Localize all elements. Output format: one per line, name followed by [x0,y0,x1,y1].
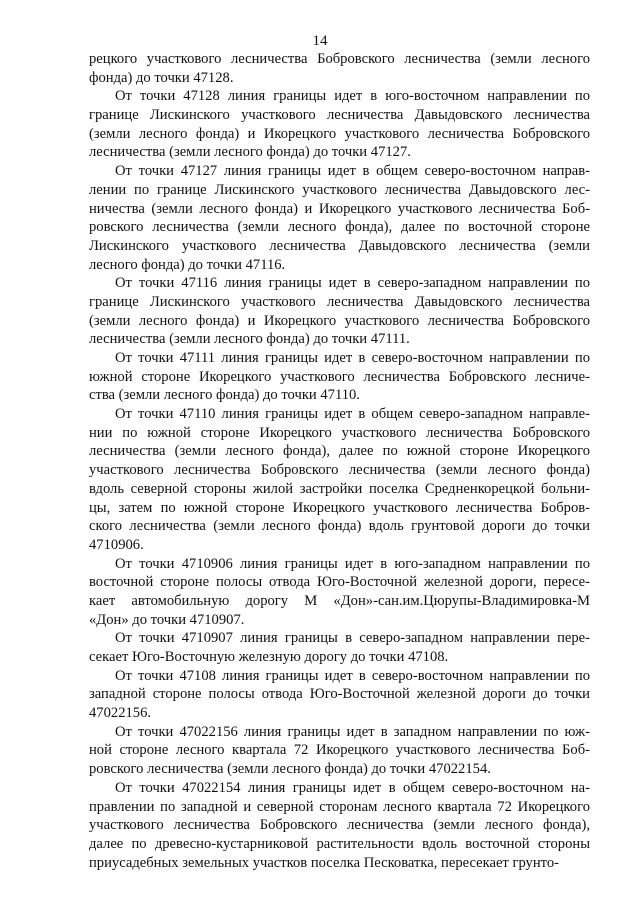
text-line: восточной стороне полосы отвода Юго-Восточной железной дороги, пересе- [89,574,590,591]
text-line: лесничества (земли лесного фонда), далее по южной стороне Икорецкого [89,443,590,460]
text-line: От точки 4710907 линия границы в северо-западном направлении пере- [115,630,590,647]
text-line: ского лесничества (земли лесного фонда) вдоль грунтовой дороги до точки [89,518,590,535]
text-line: «Дон» до точки 4710907. [89,611,245,628]
paragraph [89,723,590,779]
text-line: приусадебных земельных участков поселка Песковатка, пересекает грунто- [89,854,559,871]
text-line: ной стороне лесного квартала 72 Икорецкого участкового лесничества Боб- [89,742,590,759]
text-line: От точки 47022154 линия границы идет в общем северо-восточном на- [115,779,590,796]
paragraph [89,779,590,872]
text-line: ровского лесничества (земли лесного фонда), далее по восточной стороне [89,219,590,236]
text-line: западной стороне полосы отвода Юго-Восточной железной дороги до точки [89,686,590,703]
text-line: От точки 47127 линия границы идет в общем северо-восточном направ- [115,163,590,180]
text-line: От точки 47022156 линия границы идет в западном направлении по юж- [115,723,590,740]
text-line: От точки 47128 линия границы идет в юго-восточном направлении по [115,88,590,105]
text-line: лении по границе Лискинского участкового лесничества Давыдовского лес- [89,181,590,198]
text-line: лесничества (земли лесного фонда) до точки 47111. [89,331,410,348]
text-line: лесного фонда) до точки 47116. [89,256,286,273]
text-line: (земли лесного фонда) и Икорецкого участкового лесничества Бобровского [89,312,590,329]
text-line: 47022156. [89,705,152,722]
text-line: южной стороне Икорецкого участкового лесничества Бобровского лесниче- [89,368,590,385]
text-line: правлении по западной и северной сторонам лесного квартала 72 Икорецкого [89,798,590,815]
text-line: 4710906. [89,536,144,553]
paragraph [89,162,590,274]
paragraph [89,405,590,555]
text-line: фонда) до точки 47128. [89,69,234,86]
text-line: ровского лесничества (земли лесного фонда) до точки 47022154. [89,761,491,778]
text-line: От точки 4710906 линия границы идет в юго-западном направлении по [115,555,590,572]
paragraph [89,349,590,405]
text-line: Лискинского участкового лесничества Давыдовского лесничества (земли [89,237,590,254]
text-line: От точки 47110 линия границы идет в общем северо-западном направле- [115,406,590,423]
text-line: участкового лесничества Бобровского лесничества (земли лесного фонда), [89,817,590,834]
text-line: ничества (земли лесного фонда) и Икорецкого участкового лесничества Боб- [89,200,590,217]
text-line: От точки 47111 линия границы идет в северо-восточном направлении по [115,350,590,366]
text-line: вдоль северной стороны жилой застройки поселка Средненкорецкой больни- [89,480,590,497]
page-number: 14 [312,33,328,49]
text-line: От точки 47108 линия границы идет в северо-восточном направлении по [115,667,590,684]
text-line: ства (земли лесного фонда) до точки 47110. [89,387,360,404]
text-line: цы, затем по южной стороне Икорецкого участкового лесничества Бобров- [89,499,590,516]
text-line: От точки 47116 линия границы идет в северо-западном направлении по [115,275,590,292]
text-line: секает Юго-Восточную железную дорогу до точки 47108. [89,649,449,665]
text-line: нии по южной стороне Икорецкого участкового лесничества Бобровского [89,424,590,441]
text-line: границе Лискинского участкового лесничества Давыдовского лесничества [89,293,590,310]
document-body [89,50,590,872]
text-line: рецкого участкового лесничества Бобровского лесничества (земли лесного [89,51,590,67]
paragraph [89,87,590,162]
text-line: кает автомобильную дорогу М «Дон»-сан.им.Цюрупы-Владимировка-М [89,592,590,609]
text-line: (земли лесного фонда) и Икорецкого участкового лесничества Бобровского [89,125,590,142]
paragraph [89,629,590,666]
text-line: границе Лискинского участкового лесничества Давыдовского лесничества [89,107,590,124]
paragraph [89,667,590,723]
text-line: участкового лесничества Бобровского лесничества (земли лесного фонда) [89,462,590,479]
paragraph [89,50,590,87]
paragraph [89,555,590,630]
paragraph [89,274,590,349]
text-line: далее по древесно-кустарниковой растительности вдоль восточной стороны [89,835,590,852]
text-line: лесничества (земли лесного фонда) до точки 47127. [89,144,411,161]
